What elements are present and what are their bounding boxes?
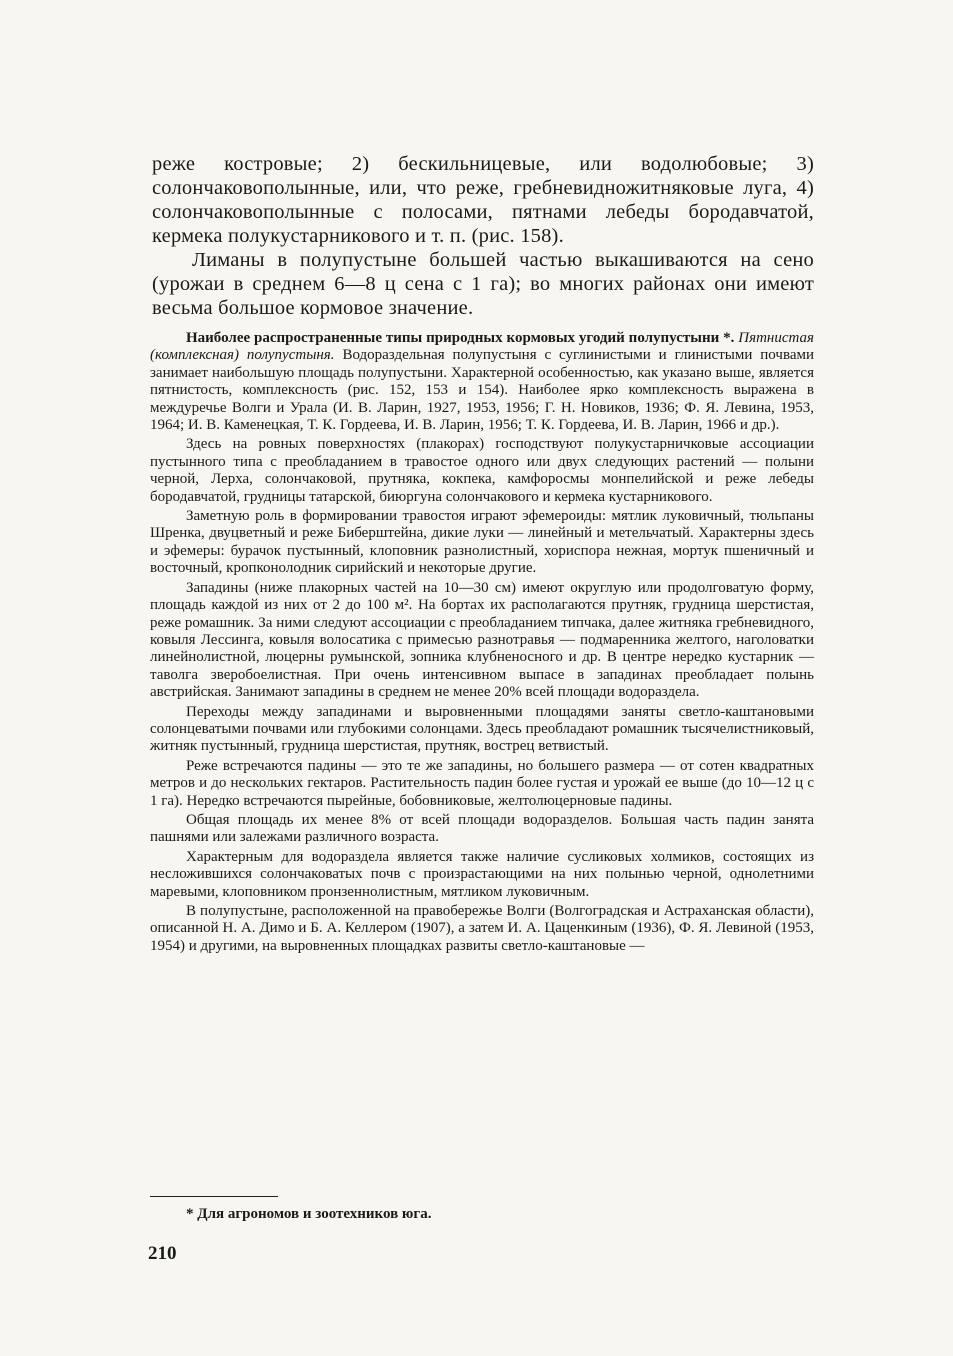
section-paragraph: Характерным для водораздела является также наличие сусликовых холмиков, состоящих из несложившихся солончаковатых почв с произрастающими на них полынью черной, однолетними маревыми, клоповником пронзеннолистным, мятликом луковичным.	[150, 848, 814, 900]
small-print-section	[150, 330, 814, 955]
footnote: * Для агрономов и зоотехников юга.	[186, 1206, 432, 1222]
section-paragraph: Западины (ниже плакорных частей на 10—30 см) имеют округлую или продолговатую форму, площадь каждой из них от 2 до 100 м². На бортах их располагаются прутняк, грудница шерстистая, реже ромашник. За ними следуют ассоциации с преобладанием типчака, далее житняка гребневидного, ковыля Лессинга, ковыля волосатика с примесью разнотравья — подмаренника желтого, наголоватки линейнолистной, люцерны румынской, зопника клубненосного и др. В центре нередко кустарник — таволга зверобоелистная. При очень интенсивном выпасе в западинах преобладает полынь австрийская. Занимают западины в среднем не менее 20% всей площади водораздела.	[150, 579, 814, 701]
main-paragraph-1: реже костровые; 2) бескильницевые, или водолюбовые; 3) солончаковополынные, или, что реже, гребневидножитняковые луга, 4) солончаковополынные с полосами, пятнами лебеды бородавчатой, кермека полукустарникового и т. п. (рис. 158).	[152, 153, 814, 247]
section-paragraph: Здесь на ровных поверхностях (плакорах) господствуют полукустарничковые ассоциации пустынного типа с преобладанием в травостое одного или двух следующих растений — полыни черной, Лерха, солончаковой, прутняка, кокпека, камфоросмы монпелийской и реже лебеды бородавчатой, грудницы татарской, биюргуна солончакового и кермека кустарникового.	[150, 436, 814, 505]
main-paragraph-2: Лиманы в полупустыне большей частью выкашиваются на сено (урожаи в среднем 6—8 ц сена с 1 га); во многих районах они имеют весьма большое кормовое значение.	[152, 249, 814, 319]
footnote-divider	[150, 1196, 278, 1197]
section-intro-paragraph	[150, 330, 814, 434]
page-number: 210	[148, 1243, 177, 1264]
section-paragraph: В полупустыне, расположенной на правобережье Волги (Волгоградская и Астраханская области), описанной Н. А. Димо и Б. А. Келлером (1907), а затем И. А. Цаценкиным (1936), Ф. Я. Левиной (1953, 1954) и другими, на выровненных площадках развиты светло-каштановые —	[150, 903, 814, 954]
section-intro-text: Водораздельная полупустыня с суглинистыми и глинистыми почвами занимает наибольшую площадь полупустыни. Характерной особенностью, как указано выше, является пятнистость, комплексность (рис. 152, 153 и 154). Наиболее ярко комплексность выражена в междуречье Волги и Урала (И. В. Ларин, 1927, 1953, 1956; Г. Н. Новиков, 1936; Ф. Я. Левина, 1953, 1964; И. В. Каменецкая, Т. К. Гордеева, И. В. Ларин, 1956; Т. К. Гордеева, И. В. Ларин, 1966 и др.).	[150, 347, 815, 434]
section-paragraph: Реже встречаются падины — это те же западины, но большего размера — от сотен квадратных метров и до нескольких гектаров. Растительность падин более густая и урожай ее выше (до 10—12 ц с 1 га). Нередко встречаются пырейные, бобовниковые, желтолюцерновые падины.	[150, 757, 814, 809]
section-paragraph: Заметную роль в формировании травостоя играют эфемероиды: мятлик луковичный, тюльпаны Шренка, двуцветный и реже Биберштейна, дикие луки — линейный и метельчатый. Характерны здесь и эфемеры: бурачок пустынный, клоповник разнолистный, хориспора нежная, мортук пшеничный и восточный, кропконолодник сирийский и некоторые другие.	[150, 508, 814, 577]
section-paragraph: Общая площадь их менее 8% от всей площади водоразделов. Большая часть падин занята пашнями или залежами различного возраста.	[150, 811, 814, 846]
section-subheading: Пятнистая (комплексная) полупустыня.	[150, 330, 814, 364]
main-text	[152, 152, 814, 320]
section-heading: Наиболее распространенные типы природных кормовых угодий полупустыни *.	[186, 330, 735, 346]
section-paragraph: Переходы между западинами и выровненными площадями заняты светло-каштановыми солонцеватыми почвами или глубокими солонцами. Здесь преобладают ромашник тысячелистниковый, житняк пустынный, грудница шерстистая, прутняк, вострец ветвистый.	[150, 703, 814, 755]
